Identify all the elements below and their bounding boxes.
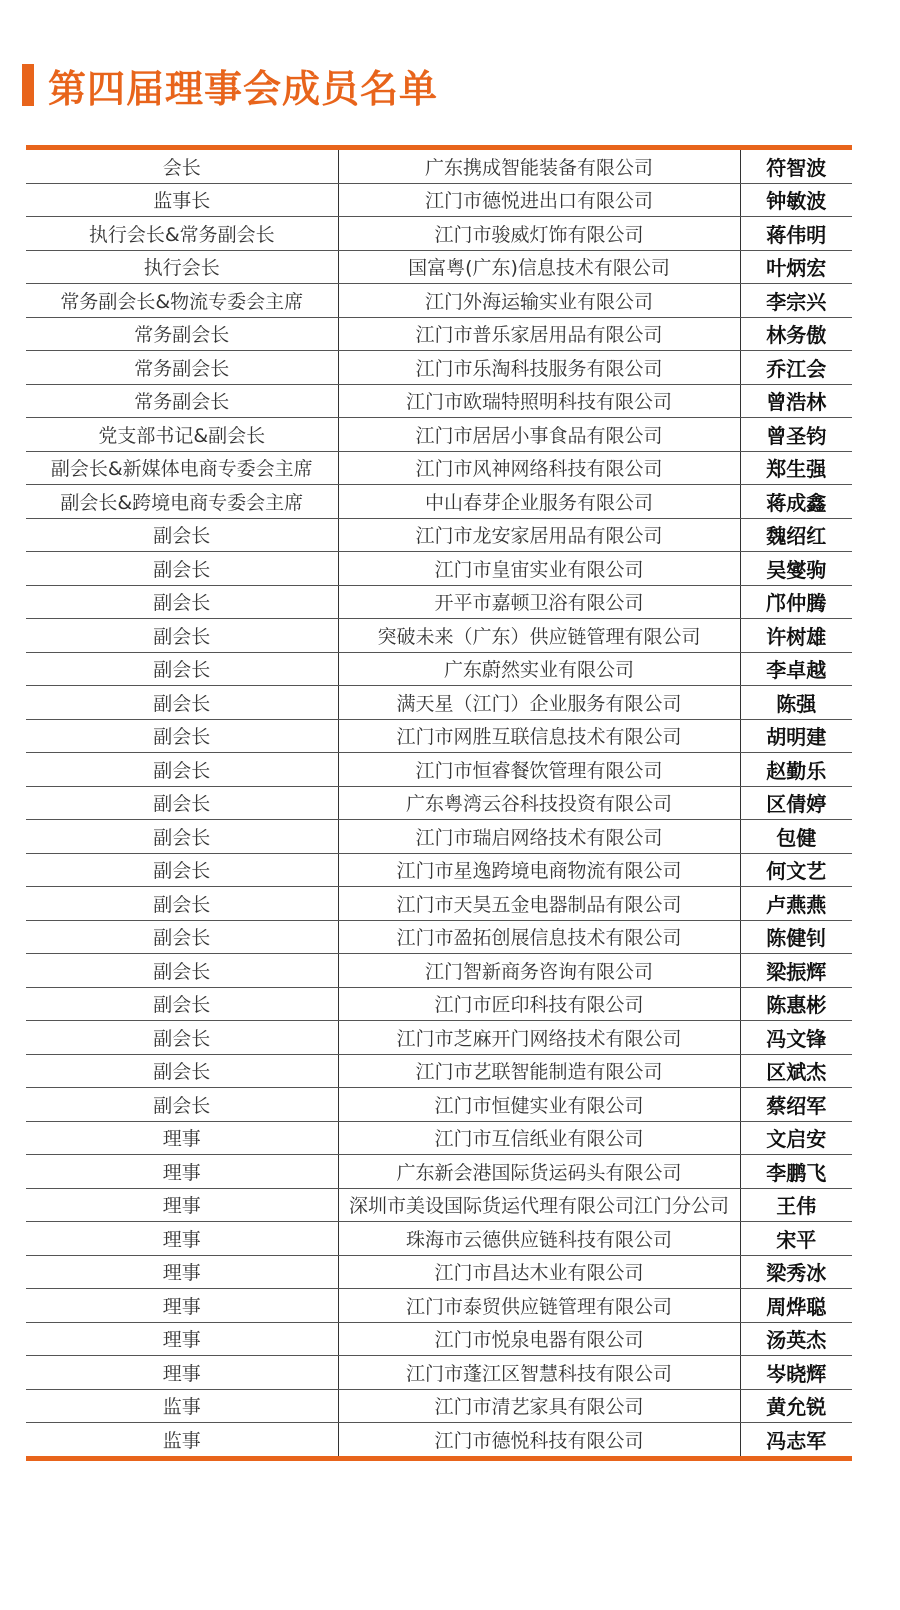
name-cell: 王伟 bbox=[740, 1188, 852, 1222]
role-cell: 常务副会长 bbox=[26, 384, 338, 418]
role-cell: 副会长 bbox=[26, 786, 338, 820]
name-cell: 叶炳宏 bbox=[740, 250, 852, 284]
table-row bbox=[26, 284, 852, 318]
name-cell: 冯志军 bbox=[766, 1428, 827, 1453]
company-cell: 江门市清艺家具有限公司 bbox=[338, 1389, 740, 1423]
role-cell: 执行会长 bbox=[26, 250, 338, 284]
table-row bbox=[26, 987, 852, 1021]
table-bottom-rule bbox=[26, 1456, 852, 1461]
company-cell: 江门市居居小事食品有限公司 bbox=[338, 418, 740, 452]
table-row bbox=[26, 954, 852, 988]
company-cell: 广东新会港国际货运码头有限公司 bbox=[338, 1155, 740, 1189]
table-row bbox=[26, 686, 852, 720]
table-row bbox=[26, 1255, 852, 1289]
role-cell: 副会长 bbox=[26, 1054, 338, 1088]
name-cell: 卢燕燕 bbox=[740, 887, 852, 921]
name-cell: 赵勤乐 bbox=[740, 753, 852, 787]
table-row bbox=[26, 451, 852, 485]
table-row bbox=[26, 1088, 852, 1122]
name-cell: 何文艺 bbox=[740, 853, 852, 887]
role-cell: 副会长 bbox=[26, 585, 338, 619]
role-cell: 副会长 bbox=[26, 954, 338, 988]
company-cell: 珠海市云德供应链科技有限公司 bbox=[338, 1222, 740, 1256]
table-row bbox=[26, 317, 852, 351]
role-cell: 常务副会长&物流专委会主席 bbox=[26, 284, 338, 318]
role-cell: 副会长 bbox=[26, 686, 338, 720]
company-cell: 江门智新商务咨询有限公司 bbox=[338, 954, 740, 988]
company-cell: 国富粤(广东)信息技术有限公司 bbox=[338, 250, 740, 284]
role-cell: 副会长&新媒体电商专委会主席 bbox=[26, 451, 338, 485]
name-cell: 宋平 bbox=[740, 1222, 852, 1256]
company-cell: 江门外海运输实业有限公司 bbox=[338, 284, 740, 318]
role-cell: 副会长&跨境电商专委会主席 bbox=[26, 485, 338, 519]
name-cell: 梁秀冰 bbox=[740, 1255, 852, 1289]
company-cell: 江门市骏威灯饰有限公司 bbox=[338, 217, 740, 251]
name-cell: 李鹏飞 bbox=[740, 1155, 852, 1189]
company-cell: 广东蔚然实业有限公司 bbox=[338, 652, 740, 686]
name-cell: 曾圣钧 bbox=[740, 418, 852, 452]
company-cell: 江门市艺联智能制造有限公司 bbox=[338, 1054, 740, 1088]
role-cell: 理事 bbox=[26, 1155, 338, 1189]
table-row bbox=[26, 150, 852, 183]
role-cell: 常务副会长 bbox=[26, 317, 338, 351]
name-cell: 汤英杰 bbox=[740, 1322, 852, 1356]
name-cell: 蔡绍军 bbox=[740, 1088, 852, 1122]
company-cell: 江门市匠印科技有限公司 bbox=[338, 987, 740, 1021]
page-header bbox=[22, 62, 439, 111]
company-cell: 江门市皇宙实业有限公司 bbox=[338, 552, 740, 586]
company-cell: 广东携成智能装备有限公司 bbox=[338, 150, 740, 183]
title-accent-bar bbox=[22, 64, 34, 106]
table-row bbox=[26, 920, 852, 954]
name-cell: 陈强 bbox=[740, 686, 852, 720]
role-cell: 副会长 bbox=[26, 1021, 338, 1055]
company-cell: 江门市风神网络科技有限公司 bbox=[338, 451, 740, 485]
table-row bbox=[26, 552, 852, 586]
role-cell: 副会长 bbox=[26, 719, 338, 753]
name-cell: 钟敏波 bbox=[740, 183, 852, 217]
table-row bbox=[26, 518, 852, 552]
name-cell: 乔江会 bbox=[740, 351, 852, 385]
table-row bbox=[26, 1423, 852, 1456]
role-cell: 监事 bbox=[26, 1423, 338, 1456]
table-row bbox=[26, 1188, 852, 1222]
company-cell: 江门市天昊五金电器制品有限公司 bbox=[338, 887, 740, 921]
name-cell: 曾浩林 bbox=[740, 384, 852, 418]
company-cell: 深圳市美设国际货运代理有限公司江门分公司 bbox=[338, 1188, 740, 1222]
name-cell: 黄允锐 bbox=[740, 1389, 852, 1423]
name-cell: 邝仲腾 bbox=[740, 585, 852, 619]
company-cell: 江门市网胜互联信息技术有限公司 bbox=[338, 719, 740, 753]
role-cell: 副会长 bbox=[26, 853, 338, 887]
table-row bbox=[26, 652, 852, 686]
role-cell: 副会长 bbox=[26, 987, 338, 1021]
table-row bbox=[26, 1222, 852, 1256]
table-row bbox=[26, 887, 852, 921]
table-row bbox=[26, 384, 852, 418]
role-cell: 副会长 bbox=[26, 652, 338, 686]
member-table bbox=[26, 150, 852, 1456]
company-cell: 江门市瑞启网络技术有限公司 bbox=[338, 820, 740, 854]
table-row bbox=[26, 351, 852, 385]
role-cell: 监事长 bbox=[26, 183, 338, 217]
role-cell: 理事 bbox=[26, 1289, 338, 1323]
name-cell: 周烨聪 bbox=[740, 1289, 852, 1323]
company-cell: 江门市盈拓创展信息技术有限公司 bbox=[338, 920, 740, 954]
name-cell: 蒋伟明 bbox=[740, 217, 852, 251]
company-cell: 江门市蓬江区智慧科技有限公司 bbox=[338, 1356, 740, 1390]
role-cell: 理事 bbox=[26, 1121, 338, 1155]
role-cell: 理事 bbox=[26, 1255, 338, 1289]
role-cell: 副会长 bbox=[26, 887, 338, 921]
role-cell: 会长 bbox=[26, 150, 338, 183]
company-cell: 江门市昌达木业有限公司 bbox=[338, 1255, 740, 1289]
role-cell: 副会长 bbox=[26, 1088, 338, 1122]
company-cell: 江门市恒睿餐饮管理有限公司 bbox=[338, 753, 740, 787]
role-cell: 副会长 bbox=[26, 518, 338, 552]
company-cell: 江门市德悦科技有限公司 bbox=[338, 1423, 740, 1456]
role-cell: 理事 bbox=[26, 1188, 338, 1222]
table-row bbox=[26, 719, 852, 753]
role-cell: 副会长 bbox=[26, 619, 338, 653]
table-row bbox=[26, 1289, 852, 1323]
name-cell: 冯文锋 bbox=[740, 1021, 852, 1055]
name-cell: 文启安 bbox=[740, 1121, 852, 1155]
table-row bbox=[26, 217, 852, 251]
company-cell: 江门市芝麻开门网络技术有限公司 bbox=[338, 1021, 740, 1055]
role-cell: 副会长 bbox=[26, 820, 338, 854]
company-cell: 江门市悦泉电器有限公司 bbox=[338, 1322, 740, 1356]
company-cell: 中山春芽企业服务有限公司 bbox=[338, 485, 740, 519]
name-cell: 魏绍红 bbox=[740, 518, 852, 552]
name-cell: 梁振辉 bbox=[740, 954, 852, 988]
table-row bbox=[26, 753, 852, 787]
table-row bbox=[26, 585, 852, 619]
company-cell: 广东粤湾云谷科技投资有限公司 bbox=[338, 786, 740, 820]
table-row bbox=[26, 853, 852, 887]
table-row bbox=[26, 1356, 852, 1390]
name-cell: 陈惠彬 bbox=[740, 987, 852, 1021]
name-cell: 林务傲 bbox=[740, 317, 852, 351]
role-cell: 监事 bbox=[26, 1389, 338, 1423]
role-cell: 副会长 bbox=[26, 753, 338, 787]
table-row bbox=[26, 1054, 852, 1088]
member-table-container bbox=[26, 145, 852, 1461]
name-cell: 吴燮驹 bbox=[740, 552, 852, 586]
company-cell: 江门市星逸跨境电商物流有限公司 bbox=[338, 853, 740, 887]
company-cell: 江门市龙安家居用品有限公司 bbox=[338, 518, 740, 552]
table-row bbox=[26, 786, 852, 820]
name-cell: 包健 bbox=[740, 820, 852, 854]
role-cell: 执行会长&常务副会长 bbox=[26, 217, 338, 251]
name-cell: 李宗兴 bbox=[740, 284, 852, 318]
table-row bbox=[26, 183, 852, 217]
table-row bbox=[26, 1322, 852, 1356]
name-cell: 胡明建 bbox=[740, 719, 852, 753]
table-row bbox=[26, 1155, 852, 1189]
company-cell: 江门市德悦进出口有限公司 bbox=[338, 183, 740, 217]
company-cell: 江门市普乐家居用品有限公司 bbox=[338, 317, 740, 351]
name-cell: 陈健钊 bbox=[740, 920, 852, 954]
role-cell: 副会长 bbox=[26, 552, 338, 586]
company-cell: 突破未来（广东）供应链管理有限公司 bbox=[338, 619, 740, 653]
table-row bbox=[26, 250, 852, 284]
table-row bbox=[26, 1121, 852, 1155]
table-row bbox=[26, 418, 852, 452]
role-cell: 理事 bbox=[26, 1222, 338, 1256]
company-cell: 江门市互信纸业有限公司 bbox=[338, 1121, 740, 1155]
company-cell: 江门市欧瑞特照明科技有限公司 bbox=[338, 384, 740, 418]
name-cell: 蒋成鑫 bbox=[740, 485, 852, 519]
role-cell: 副会长 bbox=[26, 920, 338, 954]
company-cell: 江门市恒健实业有限公司 bbox=[338, 1088, 740, 1122]
name-cell: 区斌杰 bbox=[740, 1054, 852, 1088]
page-title: 第四届理事会成员名单 bbox=[48, 66, 439, 111]
name-cell: 李卓越 bbox=[740, 652, 852, 686]
role-cell: 理事 bbox=[26, 1322, 338, 1356]
role-cell: 常务副会长 bbox=[26, 351, 338, 385]
role-cell: 党支部书记&副会长 bbox=[26, 418, 338, 452]
table-row bbox=[26, 1021, 852, 1055]
name-cell: 区倩婷 bbox=[740, 786, 852, 820]
name-cell: 岑晓辉 bbox=[740, 1356, 852, 1390]
company-cell: 江门市乐淘科技服务有限公司 bbox=[338, 351, 740, 385]
name-cell: 符智波 bbox=[740, 150, 852, 183]
table-row bbox=[26, 485, 852, 519]
table-row bbox=[26, 1389, 852, 1423]
name-cell: 郑生强 bbox=[740, 451, 852, 485]
company-cell: 开平市嘉顿卫浴有限公司 bbox=[338, 585, 740, 619]
company-cell: 满天星（江门）企业服务有限公司 bbox=[338, 686, 740, 720]
table-row bbox=[26, 619, 852, 653]
company-cell: 江门市泰贸供应链管理有限公司 bbox=[338, 1289, 740, 1323]
role-cell: 理事 bbox=[26, 1356, 338, 1390]
table-row bbox=[26, 820, 852, 854]
name-cell: 许树雄 bbox=[740, 619, 852, 653]
